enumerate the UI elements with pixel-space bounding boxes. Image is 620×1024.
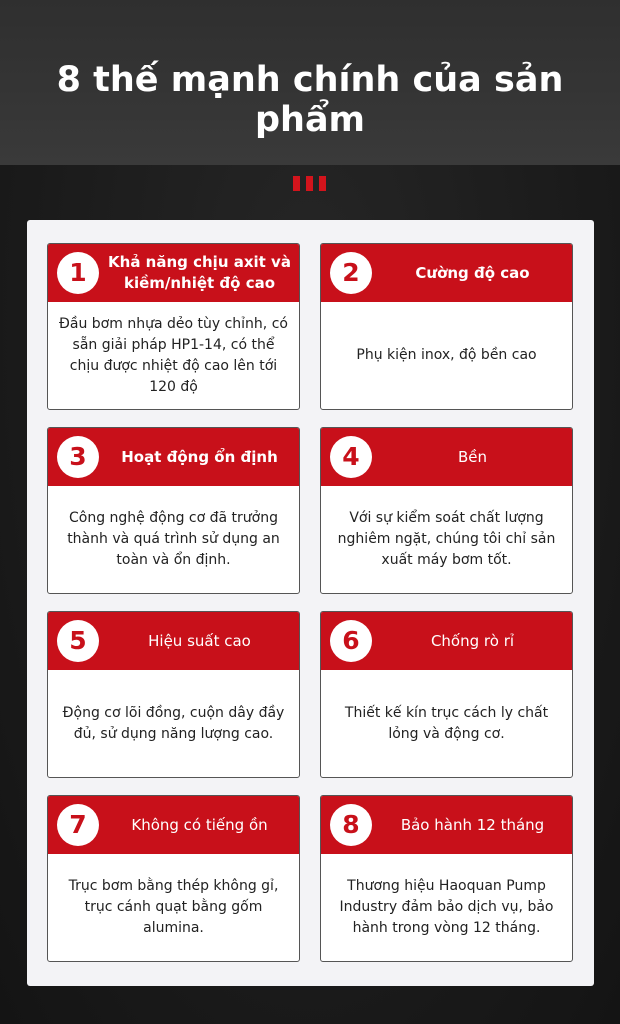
number-badge: 3 (57, 436, 99, 478)
feature-title: Khả năng chịu axit và kiềm/nhiệt độ cao (108, 253, 291, 292)
feature-card-6 (320, 611, 573, 778)
number-badge: 7 (57, 804, 99, 846)
feature-card-8 (320, 795, 573, 962)
feature-card-header (48, 612, 299, 670)
feature-description: Động cơ lõi đồng, cuộn dây đầy đủ, sử dụng năng lượng cao. (62, 704, 285, 742)
feature-description: Công nghệ động cơ đã trưởng thành và quá trình sử dụng an toàn và ổn định. (67, 510, 280, 568)
number-badge: 4 (330, 436, 372, 478)
feature-description: Đầu bơm nhựa dẻo tùy chỉnh, có sẵn giải pháp HP1-14, có thể chịu được nhiệt độ cao lên tới 120 độ (59, 315, 288, 395)
feature-description: Thương hiệu Haoquan Pump Industry đảm bảo dịch vụ, bảo hành trong vòng 12 tháng. (339, 878, 554, 936)
feature-description: Với sự kiểm soát chất lượng nghiêm ngặt, chúng tôi chỉ sản xuất máy bơm tốt. (337, 510, 556, 568)
feature-description: Thiết kế kín trục cách ly chất lỏng và động cơ. (344, 704, 549, 742)
number-badge: 1 (57, 252, 99, 294)
feature-title: Chống rò rỉ (430, 631, 515, 650)
feature-title: Không có tiếng ồn (131, 815, 268, 834)
feature-card-header (321, 244, 572, 302)
feature-title: Hiệu suất cao (148, 631, 251, 650)
number-badge: 2 (330, 252, 372, 294)
header (0, 0, 620, 165)
feature-card-header (321, 796, 572, 854)
feature-description: Phụ kiện inox, độ bền cao (356, 347, 537, 363)
feature-title: Bền (457, 447, 488, 466)
feature-card-header (48, 244, 299, 302)
number-badge: 5 (57, 620, 99, 662)
page-title: 8 thế mạnh chính của sản phẩm (56, 60, 564, 140)
feature-title: Hoạt động ổn định (121, 447, 278, 466)
feature-card-4 (320, 427, 573, 594)
number-badge: 6 (330, 620, 372, 662)
feature-card-header (321, 612, 572, 670)
features-panel (27, 220, 594, 986)
feature-description: Trục bơm bằng thép không gỉ, trục cánh quạt bằng gốm alumina. (68, 878, 279, 936)
decorative-bars-icon (293, 176, 327, 191)
number-badge: 8 (330, 804, 372, 846)
feature-card-2 (320, 243, 573, 410)
feature-title: Bảo hành 12 tháng (400, 815, 545, 834)
feature-title: Cường độ cao (415, 263, 530, 282)
feature-card-header (48, 428, 299, 486)
feature-card-header (48, 796, 299, 854)
feature-card-3 (47, 427, 300, 594)
feature-card-5 (47, 611, 300, 778)
feature-card-header (321, 428, 572, 486)
feature-card-1 (47, 243, 300, 410)
feature-card-7 (47, 795, 300, 962)
